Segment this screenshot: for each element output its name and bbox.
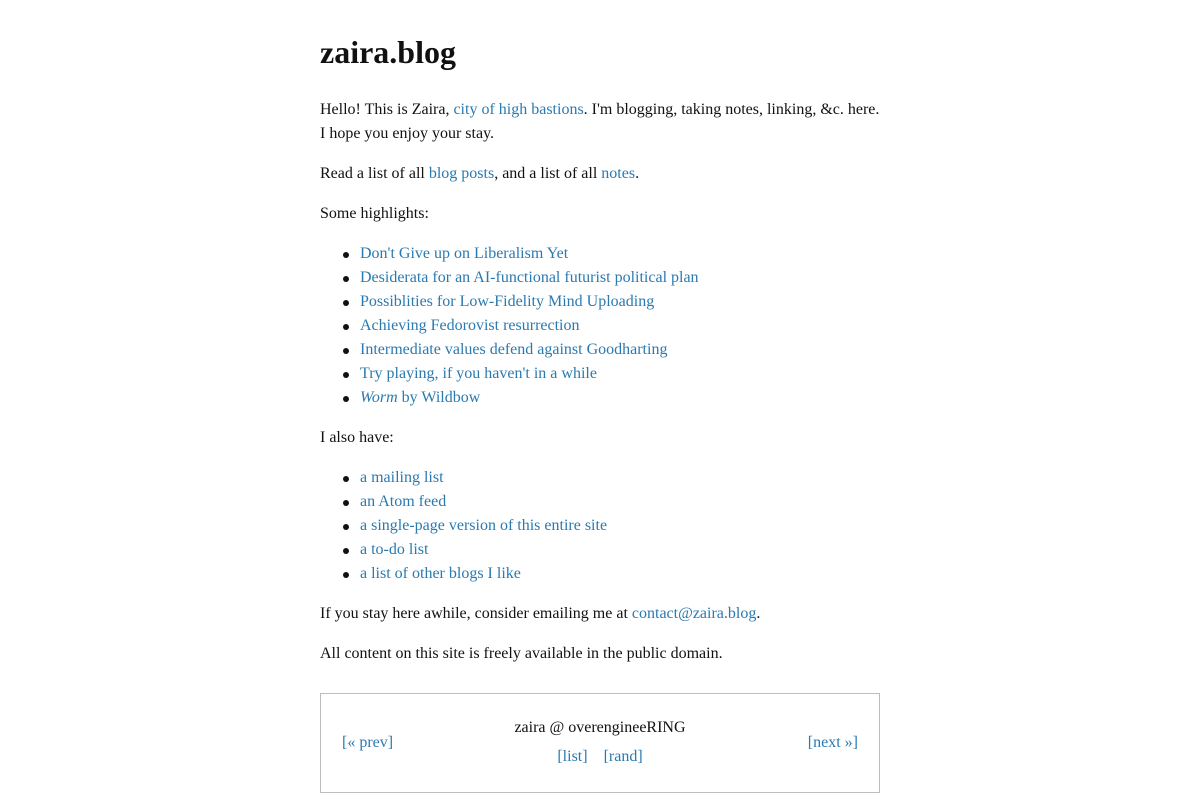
also-have-list xyxy=(320,466,880,586)
list-item xyxy=(320,490,880,514)
mailing-list-link[interactable]: a mailing list xyxy=(360,469,444,486)
contact-text-1: If you stay here awhile, consider emailing me at xyxy=(320,605,632,622)
city-of-high-bastions-link[interactable]: city of high bastions xyxy=(453,101,584,118)
list-item xyxy=(320,314,880,338)
highlight-desiderata-link[interactable]: Desiderata for an AI-functional futurist political plan xyxy=(360,269,699,286)
also-have-label: I also have: xyxy=(320,429,394,446)
highlights-list xyxy=(320,242,880,410)
webring-title: zaira @ overengineeRING xyxy=(514,719,686,736)
list-item xyxy=(320,290,880,314)
other-blogs-link[interactable]: a list of other blogs I like xyxy=(360,565,521,582)
site-title: zaira.blog xyxy=(320,34,456,70)
intro-text-1: Hello! This is Zaira, xyxy=(320,101,454,118)
webring-links xyxy=(321,748,879,766)
webring-rand-link[interactable]: [rand] xyxy=(603,748,643,765)
list-item xyxy=(320,362,880,386)
list-item xyxy=(320,242,880,266)
worm-title: Worm xyxy=(360,389,398,406)
lists-text-2: , and a list of all xyxy=(494,165,602,182)
webring-prev-link[interactable]: [« prev] xyxy=(342,734,394,751)
atom-feed-link[interactable]: an Atom feed xyxy=(360,493,447,510)
notes-link[interactable]: notes xyxy=(601,165,636,182)
list-item xyxy=(320,338,880,362)
list-item xyxy=(320,538,880,562)
list-item xyxy=(320,562,880,586)
lists-paragraph xyxy=(320,162,880,186)
webring-box xyxy=(320,693,880,793)
single-page-version-link[interactable]: a single-page version of this entire site xyxy=(360,517,608,534)
intro-text-2: . I'm blogging, taking notes, linking, &c. here. I hope you enjoy your stay. xyxy=(320,101,880,142)
webring-list-link[interactable]: [list] xyxy=(557,748,588,765)
contact-paragraph xyxy=(320,602,880,626)
highlight-worm-link[interactable] xyxy=(360,389,480,406)
lists-text-3: . xyxy=(635,165,640,182)
highlight-goodharting-link[interactable]: Intermediate values defend against Goodharting xyxy=(360,341,668,358)
highlight-playing-link[interactable]: Try playing, if you haven't in a while xyxy=(360,365,597,382)
contact-text-2: . xyxy=(756,605,761,622)
contact-email-link[interactable]: contact@zaira.blog xyxy=(631,605,757,622)
highlight-liberalism-link[interactable]: Don't Give up on Liberalism Yet xyxy=(360,245,569,262)
lists-text-1: Read a list of all xyxy=(320,165,429,182)
blog-posts-link[interactable]: blog posts xyxy=(428,165,495,182)
worm-suffix: by Wildbow xyxy=(397,389,481,406)
public-domain-notice: All content on this site is freely available in the public domain. xyxy=(320,645,723,662)
list-item xyxy=(320,514,880,538)
webring-next-link[interactable]: [next »] xyxy=(807,734,858,751)
intro-paragraph xyxy=(320,98,880,146)
highlight-mind-uploading-link[interactable]: Possiblities for Low-Fidelity Mind Uploading xyxy=(360,293,655,310)
todo-list-link[interactable]: a to-do list xyxy=(360,541,429,558)
list-item xyxy=(320,386,880,410)
list-item xyxy=(320,266,880,290)
highlight-fedorovist-link[interactable]: Achieving Fedorovist resurrection xyxy=(360,317,580,334)
list-item xyxy=(320,466,880,490)
highlights-label: Some highlights: xyxy=(320,205,429,222)
